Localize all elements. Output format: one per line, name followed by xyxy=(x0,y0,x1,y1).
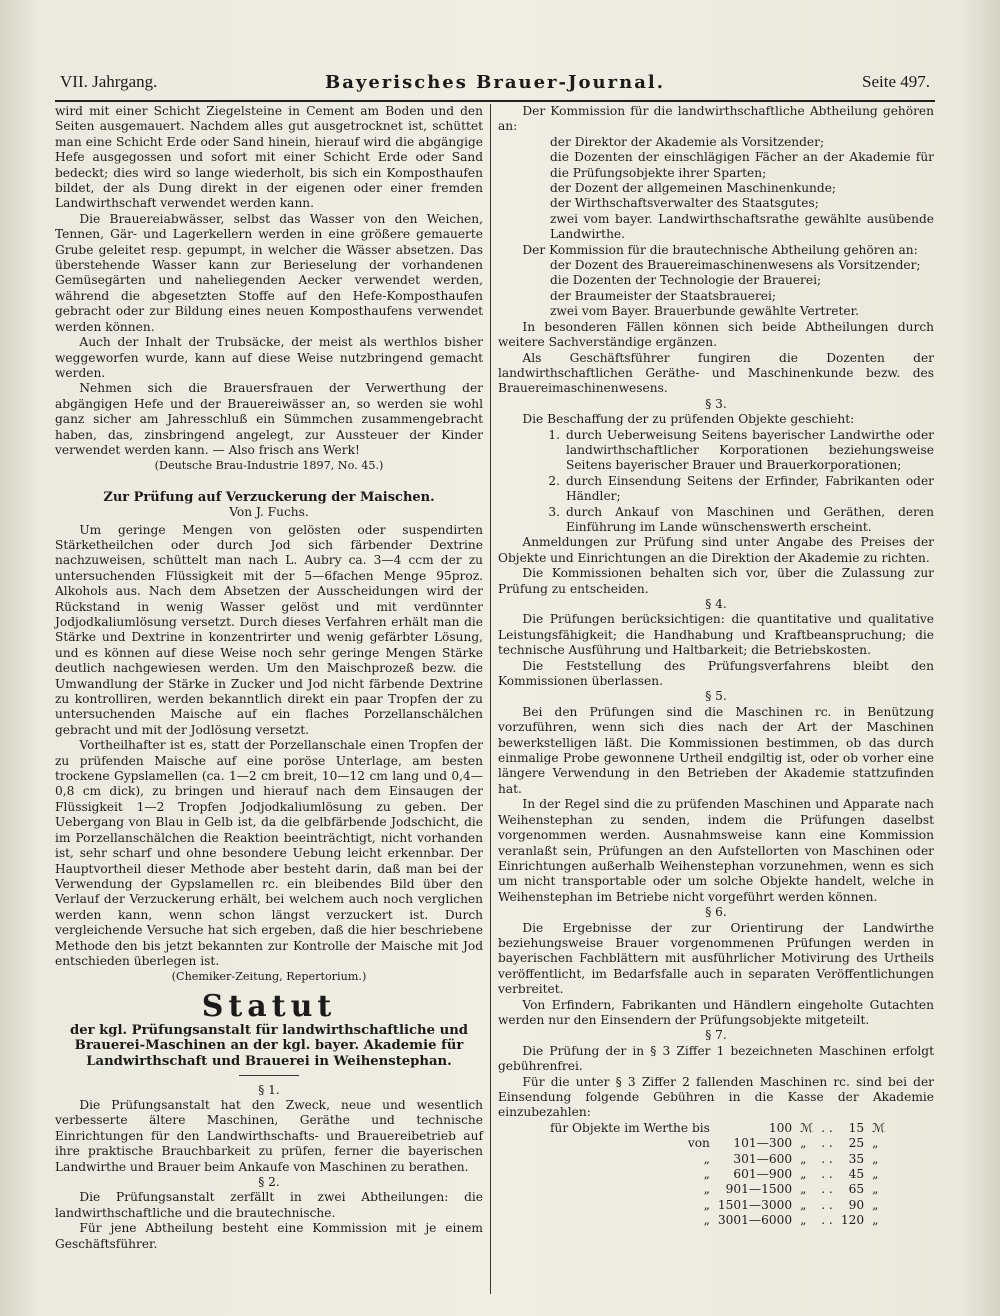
list-text: durch Ankauf von Maschinen und Geräthen, deren Einführung im Lande wünschenswerth erscheint. xyxy=(566,504,934,534)
list-text: durch Einsendung Seitens der Erfinder, Fabrikanten oder Händler; xyxy=(566,473,934,504)
fee-unit: ℳ xyxy=(800,1120,814,1135)
section-heading: § 7. xyxy=(705,1028,727,1043)
column-divider xyxy=(490,104,491,1294)
fee-amount: 45 xyxy=(848,1167,865,1182)
section-heading: § 5. xyxy=(705,689,727,704)
left-column xyxy=(55,104,483,1252)
list-item: zwei vom bayer. Landwirthschaftsrathe gewählte ausübende Landwirthe. xyxy=(550,211,934,242)
fee-amount: 65 xyxy=(848,1182,865,1197)
list-item: der Braumeister der Staatsbrauerei; xyxy=(550,288,776,303)
fee-range: 100 xyxy=(768,1120,793,1135)
fee-dots: . . xyxy=(821,1167,833,1182)
table-row xyxy=(546,1198,889,1213)
section-heading: § 3. xyxy=(705,396,727,411)
table-row xyxy=(546,1136,889,1151)
volume-label: VII. Jahrgang. xyxy=(60,72,158,91)
list-item: der Dozent des Brauereimaschinenwesens als Vorsitzender; xyxy=(550,258,921,273)
section-heading: § 6. xyxy=(705,905,727,920)
list-number: 3. xyxy=(548,504,560,519)
table-row xyxy=(546,1167,889,1182)
article-paragraph: Vortheilhafter ist es, statt der Porzellanschale einen Tropfen der zu prüfenden Maische auf eine poröse Unterlage, am besten trockene Gypslamellen (ca. 1—2 cm breit, 10—12 cm lang und 0,4—0,8 cm dick), zu bringen und hierauf nach dem Einsaugen der Flüssigkeit 1—2 Tropfen Jodjodkaliumlösung zu geben. Der Uebergang von Blau in Gelb ist, da die gelbfärbende Jodschicht, die im Porzellanschälchen die Reaktion beeinträchtigt, nicht vorhanden ist, sehr scharf und ohne besondere Uebung leicht erkennbar. Der Hauptvortheil dieser Methode aber besteht darin, daß man bei der Verwendung der Gypslamellen rc. ein bleibendes Bild über den Verlauf der Verzuckerung erhält, bei welchem auch noch verglichen werden kann, wenn schon längst verzuckert ist. Durch vergleichende Versuche hat sich ergeben, daß die hier beschriebene Methode den bis jetzt bekannten zur Kontrolle der Maische mit Jod entschieden überlegen ist. xyxy=(55,738,483,968)
section-paragraph: Bei den Prüfungen sind die Maschinen rc. in Benützung vorzuführen, wenn sich dies nach der Art der Maschinen bewerkstelligen läßt. Die Kommissionen bestimmen, ob das durch einmalige Probe gewonnene Urtheil endgiltig ist, oder ob vorher eine längere Verwendung in den Betrieben der Akademie stattzufinden hat. xyxy=(498,704,934,796)
fee-unit: „ xyxy=(872,1213,879,1228)
article-title: Zur Prüfung auf Verzuckerung der Maischen. xyxy=(103,489,435,505)
section-paragraph: Die Feststellung des Prüfungsverfahrens bleibt den Kommissionen überlassen. xyxy=(498,658,934,689)
fee-amount: 35 xyxy=(848,1151,865,1166)
page-number: Seite 497. xyxy=(862,72,930,91)
fee-range-prefix: von xyxy=(687,1136,710,1151)
list-text: durch Ueberweisung Seitens bayerischer Landwirthe oder landwirthschaftlicher Korporationen beziehungsweise Seitens bayerischer Brauer und Brauerkorporationen; xyxy=(566,427,934,473)
section-rule xyxy=(239,1075,299,1076)
fee-dots: . . xyxy=(821,1136,833,1151)
section-heading: § 2. xyxy=(258,1174,280,1189)
article-author: Von J. Fuchs. xyxy=(229,505,309,520)
section-paragraph: Von Erfindern, Fabrikanten und Händlern eingeholte Gutachten werden nur den Einsendern der Prüfungsobjekte mitgeteilt. xyxy=(498,997,934,1027)
fee-range: 901—1500 xyxy=(725,1182,793,1197)
section-paragraph: Für jene Abtheilung besteht eine Kommission mit je einem Geschäftsführer. xyxy=(55,1221,483,1251)
section-paragraph: Für die unter § 3 Ziffer 2 fallenden Maschinen rc. sind bei der Einsendung folgende Gebühren in die Kasse der Akademie einzubezahlen: xyxy=(498,1074,934,1120)
page-header xyxy=(60,72,930,98)
list-item: die Dozenten der einschlägigen Fächer an der Akademie für die Prüfungsobjekte ihrer Sparten; xyxy=(550,150,934,180)
fee-range-prefix: „ xyxy=(703,1182,710,1197)
section-paragraph: Die Prüfung der in § 3 Ziffer 1 bezeichneten Maschinen erfolgt gebührenfrei. xyxy=(498,1043,934,1074)
fee-dots: . . xyxy=(821,1151,833,1166)
table-row xyxy=(546,1121,889,1136)
intro-paragraph: Die Brauereiabwässer, selbst das Wasser von den Weichen, Tennen, Gär- und Lagerkellern werden in eine größere gemauerte Grube geleitet resp. gepumpt, in welcher die Wässer absetzen. Das überstehende Wasser kann zur Berieselung der vorhandenen Gemüsegärten und naheliegenden Aecker verwendet werden, während die abgesetzten Stoffe auf den Hefe-Komposthaufen gebracht oder zur Bildung eines neuen Komposthaufens verwendet werden können. xyxy=(55,211,483,334)
table-row xyxy=(546,1182,889,1197)
statut-subtitle: der kgl. Prüfungsanstalt für landwirthschaftliche und Brauerei-Maschinen an der kgl. bayer. Akademie für Landwirthschaft und Brauerei in Weihenstephan. xyxy=(69,1022,469,1069)
fee-unit: „ xyxy=(872,1136,879,1151)
list-item: der Direktor der Akademie als Vorsitzender; xyxy=(550,134,825,149)
fee-dots: . . xyxy=(821,1120,833,1135)
section-paragraph: Die Prüfungen berücksichtigen: die quantitative und qualitative Leistungsfähigkeit; die Handhabung und Kraftbeanspruchung; die technische Ausführung und Haltbarkeit; die Betriebskosten. xyxy=(498,612,934,658)
fee-unit: ℳ xyxy=(872,1120,886,1135)
section-paragraph: Der Kommission für die landwirthschaftliche Abtheilung gehören an: xyxy=(498,104,934,134)
list-item xyxy=(498,474,934,505)
fee-dots: . . xyxy=(821,1197,833,1212)
source-citation: (Deutsche Brau-Industrie 1897, No. 45.) xyxy=(154,459,384,473)
list-item: zwei vom Bayer. Brauerbunde gewählte Vertreter. xyxy=(550,304,859,319)
numbered-list xyxy=(498,428,934,536)
header-rule xyxy=(55,100,935,102)
fee-table xyxy=(546,1121,889,1229)
fee-unit: „ xyxy=(800,1197,807,1212)
fee-unit: „ xyxy=(800,1136,807,1151)
section-paragraph: Anmeldungen zur Prüfung sind unter Angabe des Preises der Objekte und Einrichtungen an die Direktion der Akademie zu richten. xyxy=(498,535,934,565)
fee-amount: 90 xyxy=(848,1197,865,1212)
fee-range: 601—900 xyxy=(733,1167,793,1182)
list-item xyxy=(498,505,934,536)
list-number: 1. xyxy=(548,427,560,442)
fee-unit: „ xyxy=(800,1151,807,1166)
article-paragraph: Um geringe Mengen von gelösten oder suspendirten Stärketheilchen oder durch Jod sich färbender Dextrine nachzuweisen, schüttelt man nach L. Aubry ca. 3—4 ccm der zu untersuchenden Flüssigkeit mit der 5—6fachen Menge 95proz. Alkohols aus. Nach dem Absetzen der Ausscheidungen wird der Rückstand in wenig Wasser gelöst und mit verdünnter Jodjodkaliumlösung versetzt. Durch dieses Verfahren erhält man die Stärke und Dextrine in konzentrirter und wenig gefärbter Lösung, und es können auf diese Weise noch sehr geringe Mengen Stärke deutlich nachgewiesen werden. Um den Maischprozeß bezw. die Umwandlung der Stärke in Zucker und Jod nicht färbende Dextrine zu kontrolliren, werden bekanntlich direkt ein paar Tropfen der zu untersuchenden Maische auf ein flaches Porzellanschälchen gebracht und mit der Jodlösung versetzt. xyxy=(55,522,483,737)
table-row xyxy=(546,1152,889,1167)
section-paragraph: Die Beschaffung der zu prüfenden Objekte geschieht: xyxy=(522,412,855,427)
section-paragraph: Die Kommissionen behalten sich vor, über die Zulassung zur Prüfung zu entscheiden. xyxy=(498,566,934,596)
fee-unit: „ xyxy=(872,1151,879,1166)
intro-paragraph: Nehmen sich die Brauersfrauen der Verwerthung der abgängigen Hefe und der Brauereiwässer an, so werden sie wohl ganz sicher am Jahresschluß ein Sümmchen zusammengebracht haben, das, zinsbringend angelegt, zur Aussteuer der Kinder verwendet werden kann. — Also frisch ans Werk! xyxy=(55,381,483,457)
fee-amount: 25 xyxy=(848,1136,865,1151)
list-item xyxy=(498,428,934,474)
section-paragraph: In besonderen Fällen können sich beide Abtheilungen durch weitere Sachverständige ergänzen. xyxy=(498,319,934,350)
fee-range-prefix: „ xyxy=(703,1167,710,1182)
fee-range: 1501—3000 xyxy=(717,1197,793,1212)
fee-range-prefix: „ xyxy=(703,1197,710,1212)
section-paragraph: Die Ergebnisse der zur Orientirung der Landwirthe beziehungsweise Brauer vorgenommenen Prüfungen werden in bayerischen Fachblättern mit ausführlicher Motivirung des Urtheils veröffentlicht, im Bedarfsfalle auch in separaten Veröffentlichungen verbreitet. xyxy=(498,920,934,997)
right-column xyxy=(498,104,934,1229)
list-item: der Wirthschaftsverwalter des Staatsgutes; xyxy=(550,196,819,211)
section-paragraph: In der Regel sind die zu prüfenden Maschinen und Apparate nach Weihenstephan zu senden, indem die Prüfungen daselbst vorgenommen werden. Ausnahmsweise kann eine Kommission veranlaßt sein, Prüfungen an den Aufstellorten von Maschinen oder Einrichtungen außerhalb Weihenstephan vorzunehmen, wenn es sich um nicht transportable oder um solche Objekte handelt, welche in Weihenstephan im Betriebe nicht vorgeführt werden können. xyxy=(498,797,934,904)
section-heading: § 4. xyxy=(705,597,727,611)
source-citation: (Chemiker-Zeitung, Repertorium.) xyxy=(171,970,367,984)
fee-amount: 15 xyxy=(848,1120,865,1135)
section-paragraph: Als Geschäftsführer fungiren die Dozenten der landwirthschaftlichen Geräthe- und Maschinenkunde bezw. des Brauereimaschinenwesens. xyxy=(498,350,934,396)
fee-unit: „ xyxy=(800,1167,807,1182)
fee-range-prefix: „ xyxy=(703,1213,710,1228)
list-item: der Dozent der allgemeinen Maschinenkunde; xyxy=(550,181,837,196)
fee-unit: „ xyxy=(872,1167,879,1182)
journal-title: Bayerisches Brauer-Journal. xyxy=(325,72,665,93)
fee-dots: . . xyxy=(821,1182,833,1197)
section-paragraph: Die Prüfungsanstalt hat den Zweck, neue und wesentlich verbesserte ältere Maschinen, Geräthe und technische Einrichtungen für den Landwirthschafts- und Brauereibetrieb auf ihre praktische Brauchbarkeit zu prüfen, ferner die bayerischen Landwirthe und Brauer beim Ankaufe von Maschinen zu berathen. xyxy=(55,1097,483,1174)
fee-dots: . . xyxy=(821,1213,833,1228)
fee-range: 301—600 xyxy=(733,1151,793,1166)
fee-range-prefix: für Objekte im Werthe bis xyxy=(550,1120,710,1135)
intro-paragraph: Auch der Inhalt der Trubsäcke, der meist als werthlos bisher weggeworfen wurde, kann auf diese Weise nutzbringend gemacht werden. xyxy=(55,335,483,380)
fee-amount: 120 xyxy=(840,1213,865,1228)
list-item: die Dozenten der Technologie der Brauerei; xyxy=(550,273,822,288)
table-row xyxy=(546,1213,889,1228)
intro-paragraph: wird mit einer Schicht Ziegelsteine in Cement am Boden und den Seiten ausgemauert. Nachdem alles gut ausgetrocknet ist, schüttet man eine Schicht Erde oder Sand hinein, hierauf wird die abgängige Hefe ausgegossen und sofort mit einer Schicht Erde oder Sand bedeckt; dies wird so lange wiederholt, bis sich ein Komposthaufen bildet, der als Dung direkt in der eigenen oder einer fremden Landwirthschaft verwendet werden kann. xyxy=(55,104,483,211)
fee-range-prefix: „ xyxy=(703,1151,710,1166)
list-number: 2. xyxy=(548,473,560,488)
fee-unit: „ xyxy=(800,1213,807,1228)
fee-unit: „ xyxy=(872,1197,879,1212)
section-paragraph: Der Kommission für die brautechnische Abtheilung gehören an: xyxy=(522,242,918,257)
section-paragraph: Die Prüfungsanstalt zerfällt in zwei Abtheilungen: die landwirthschaftliche und die brautechnische. xyxy=(55,1190,483,1220)
section-heading: § 1. xyxy=(258,1082,280,1097)
fee-range: 3001—6000 xyxy=(717,1213,793,1228)
statut-title: Statut xyxy=(201,988,337,1024)
fee-unit: „ xyxy=(872,1182,879,1197)
fee-range: 101—300 xyxy=(733,1136,793,1151)
fee-unit: „ xyxy=(800,1182,807,1197)
